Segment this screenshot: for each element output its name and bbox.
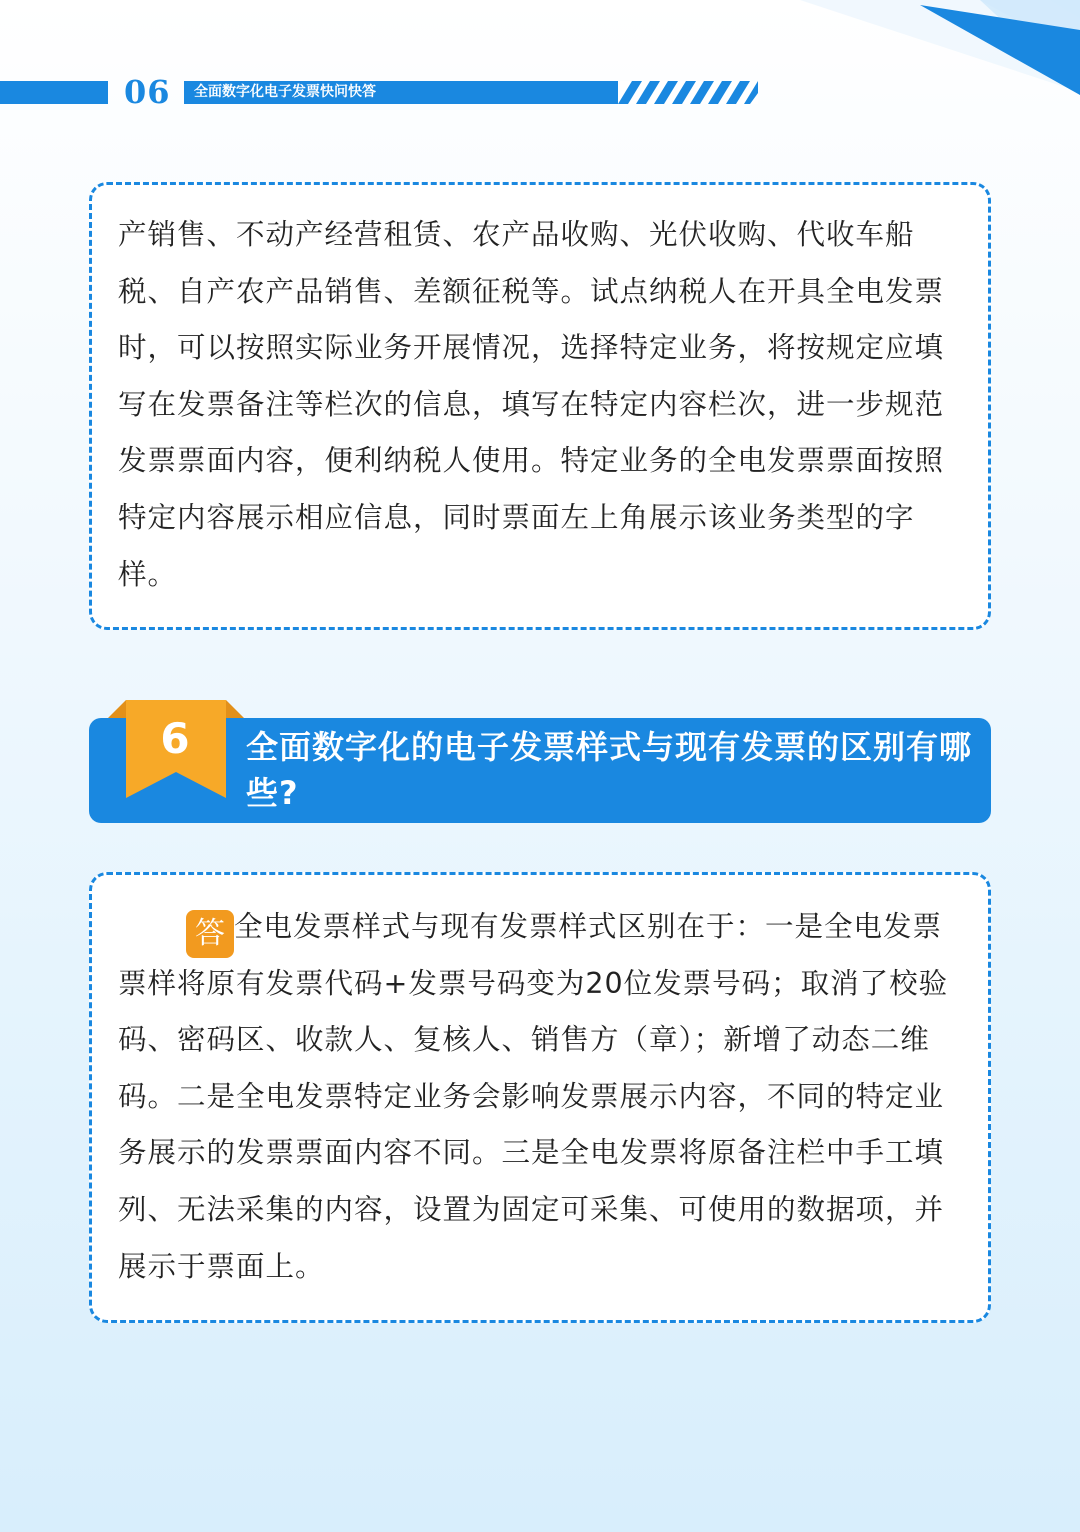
question-text: 全面数字化的电子发票样式与现有发票的区别有哪些?	[246, 728, 973, 812]
answer-paragraph: 全电发票样式与现有发票样式区别在于：一是全电发票票样将原有发票代码+发票号码变为20位发票号码；取消了校验码、密码区、收款人、复核人、销售方（章）；新增了动态二维码。二是全电发票特定业务会影响发票展示内容，不同的特定业务展示的发票票面内容不同。三是全电发票将原备注栏中手工填列、无法采集的内容，设置为固定可采集、可使用的数据项，并展示于票面上。	[118, 910, 949, 1283]
header-title: 全面数字化电子发票快问快答	[184, 81, 654, 104]
answer-card	[89, 872, 991, 1323]
continued-answer-card	[89, 182, 991, 630]
page-number: 06	[124, 73, 171, 111]
answer-badge: 答	[186, 910, 234, 958]
question-number: 6	[160, 714, 190, 763]
header-stripes	[618, 81, 758, 104]
continued-paragraph: 产销售、不动产经营租赁、农产品收购、光伏收购、代收车船税、自产农产品销售、差额征税等。试点纳税人在开具全电发票时，可以按照实际业务开展情况，选择特定业务，将按规定应填写在发票备注等栏次的信息，填写在特定内容栏次，进一步规范发票票面内容，便利纳税人使用。特定业务的全电发票票面按照特定内容展示相应信息，同时票面左上角展示该业务类型的字样。	[118, 218, 945, 591]
header-accent-bar	[0, 81, 108, 104]
